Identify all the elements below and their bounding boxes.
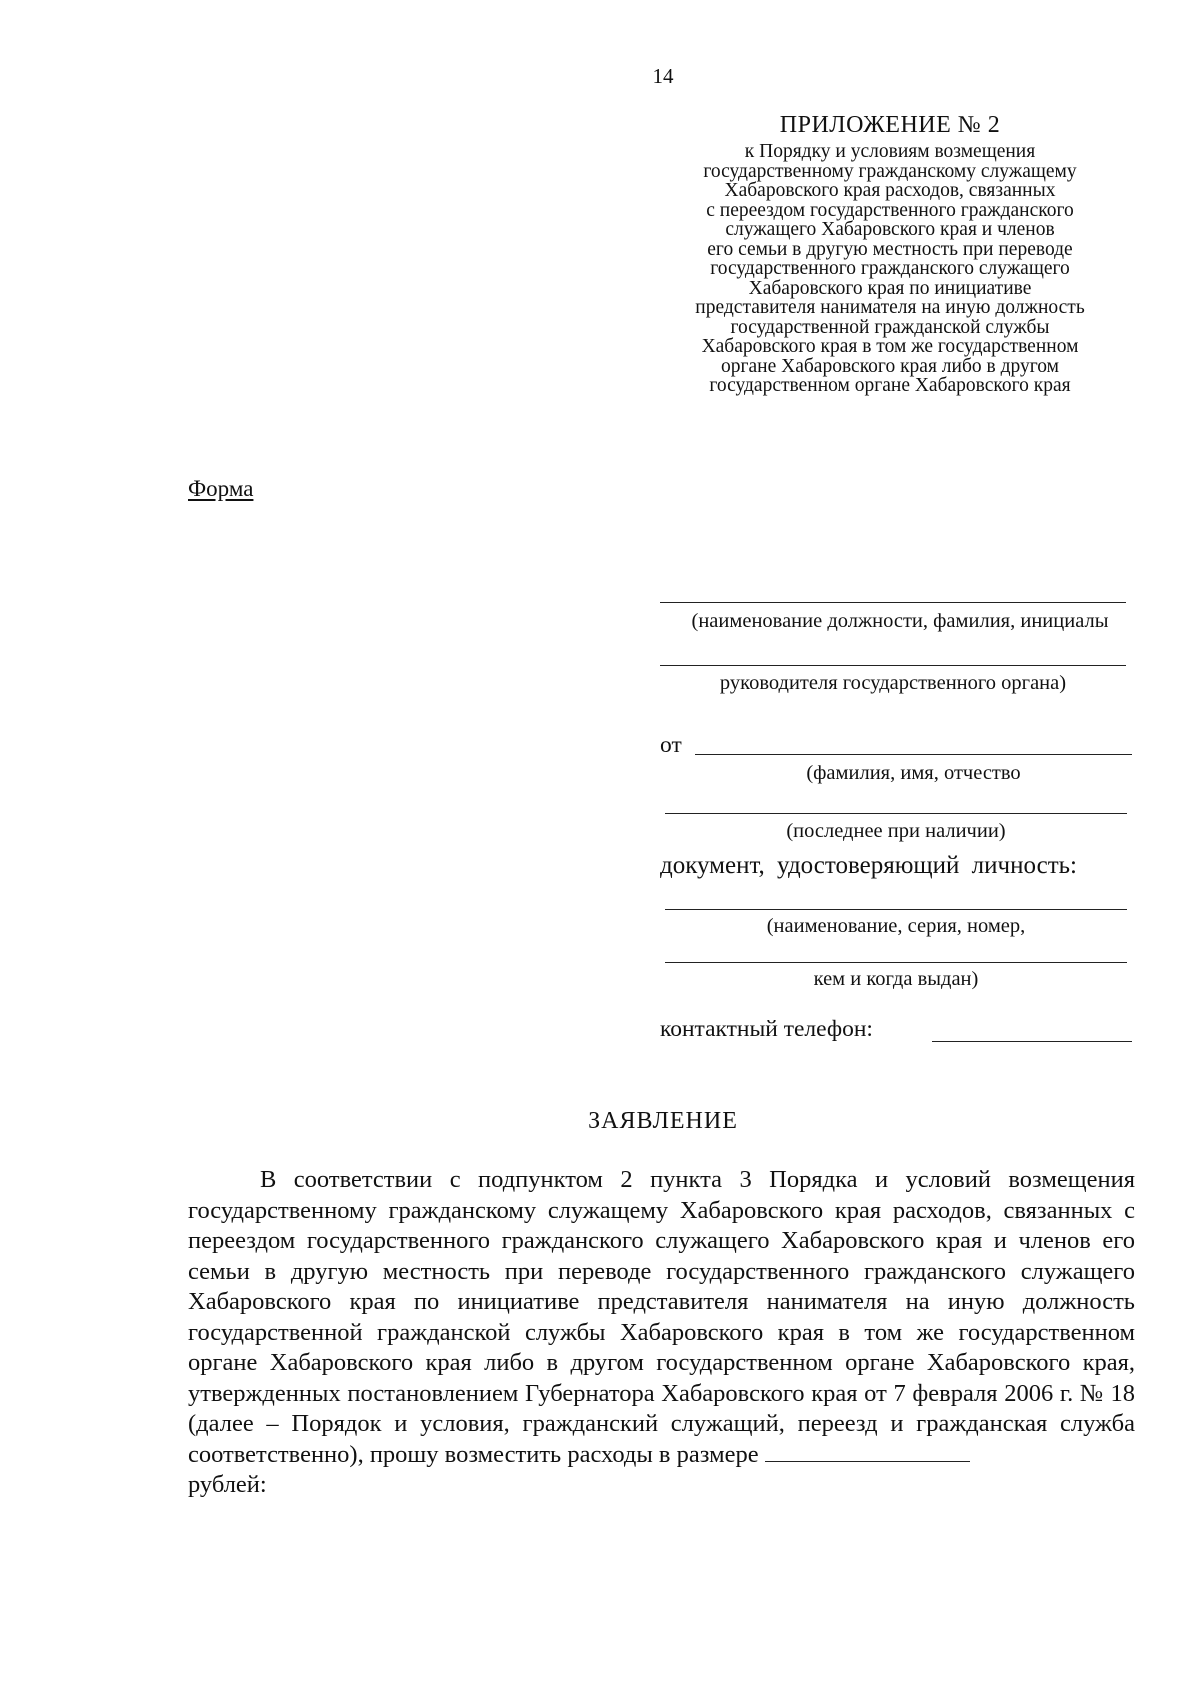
sender-name-line[interactable] (695, 754, 1132, 755)
id-document-line-1[interactable] (665, 909, 1127, 910)
annex-line: Хабаровского края по инициативе (748, 277, 1032, 299)
form-label: Форма (188, 476, 254, 501)
statement-text: В соответствии с подпунктом 2 пункта 3 Порядка и условий возмещения государственному гражданскому служащему Хабаровского края расходов, связанных с переездом государственного гражданского служащего Хабаровского края и членов его семьи в другую местность при переводе государственного гражданского служащего Хабаровского края по инициативе представителя нанимателя на иную должность государственной гражданской службы Хабаровского края в том же государственном органе Хабаровского края либо в другом государственном органе Хабаровского края, утвержденных постановлением Губернатора Хабаровского края от 7 февраля 2006 г. № 18 (далее – Порядок и условия, гражданский служащий, переезд и гражданская служба соответственно), прошу возместить расходы в размере (188, 1166, 1135, 1468)
statement-title: ЗАЯВЛЕНИЕ (588, 1108, 738, 1134)
addressee-blank-line-2[interactable] (660, 665, 1126, 666)
annex-line: к Порядку и условиям возмещения (744, 141, 1036, 162)
addressee-blank-line-1[interactable] (660, 602, 1126, 603)
sender-caption-1: (фамилия, имя, отчество (806, 762, 1021, 784)
annex-line: Хабаровского края расходов, связанных (724, 180, 1056, 201)
sender-caption-4: кем и когда выдан) (813, 968, 979, 990)
phone-label: контактный телефон: (660, 1016, 873, 1042)
annex-line: органе Хабаровского края либо в другом (721, 355, 1059, 377)
page-number: 14 (652, 64, 674, 88)
from-label: от (660, 732, 682, 758)
amount-blank[interactable] (765, 1441, 970, 1462)
addressee-caption-2: руководителя государственного органа) (719, 672, 1067, 694)
annex-line: его семьи в другую местность при переводе (707, 238, 1073, 260)
annex-title: ПРИЛОЖЕНИЕ № 2 (779, 112, 1001, 138)
annex-line: служащего Хабаровского края и членов (725, 219, 1055, 240)
addressee-caption-1: (наименование должности, фамилия, инициалы (691, 610, 1109, 632)
annex-line: Хабаровского края в том же государственном (701, 336, 1079, 357)
annex-line: государственном органе Хабаровского края (709, 375, 1071, 396)
annex-line: государственной гражданской службы (730, 316, 1050, 338)
annex-line: представителя нанимателя на иную должность (695, 297, 1085, 318)
sender-name-line-2[interactable] (665, 813, 1127, 814)
id-document-label: документ, удостоверяющий личность: (660, 852, 1077, 879)
sender-caption-2: (последнее при наличии) (786, 820, 1006, 842)
statement-tail: рублей: (188, 1471, 267, 1498)
annex-line: с переездом государственного гражданского (706, 199, 1074, 221)
annex-reference (630, 142, 1150, 396)
annex-line: государственному гражданскому служащему (703, 160, 1077, 182)
sender-caption-3: (наименование, серия, номер, (766, 915, 1026, 937)
statement-body (188, 1165, 1135, 1501)
id-document-line-2[interactable] (665, 962, 1127, 963)
annex-line: государственного гражданского служащего (710, 258, 1070, 279)
phone-line[interactable] (932, 1041, 1132, 1042)
